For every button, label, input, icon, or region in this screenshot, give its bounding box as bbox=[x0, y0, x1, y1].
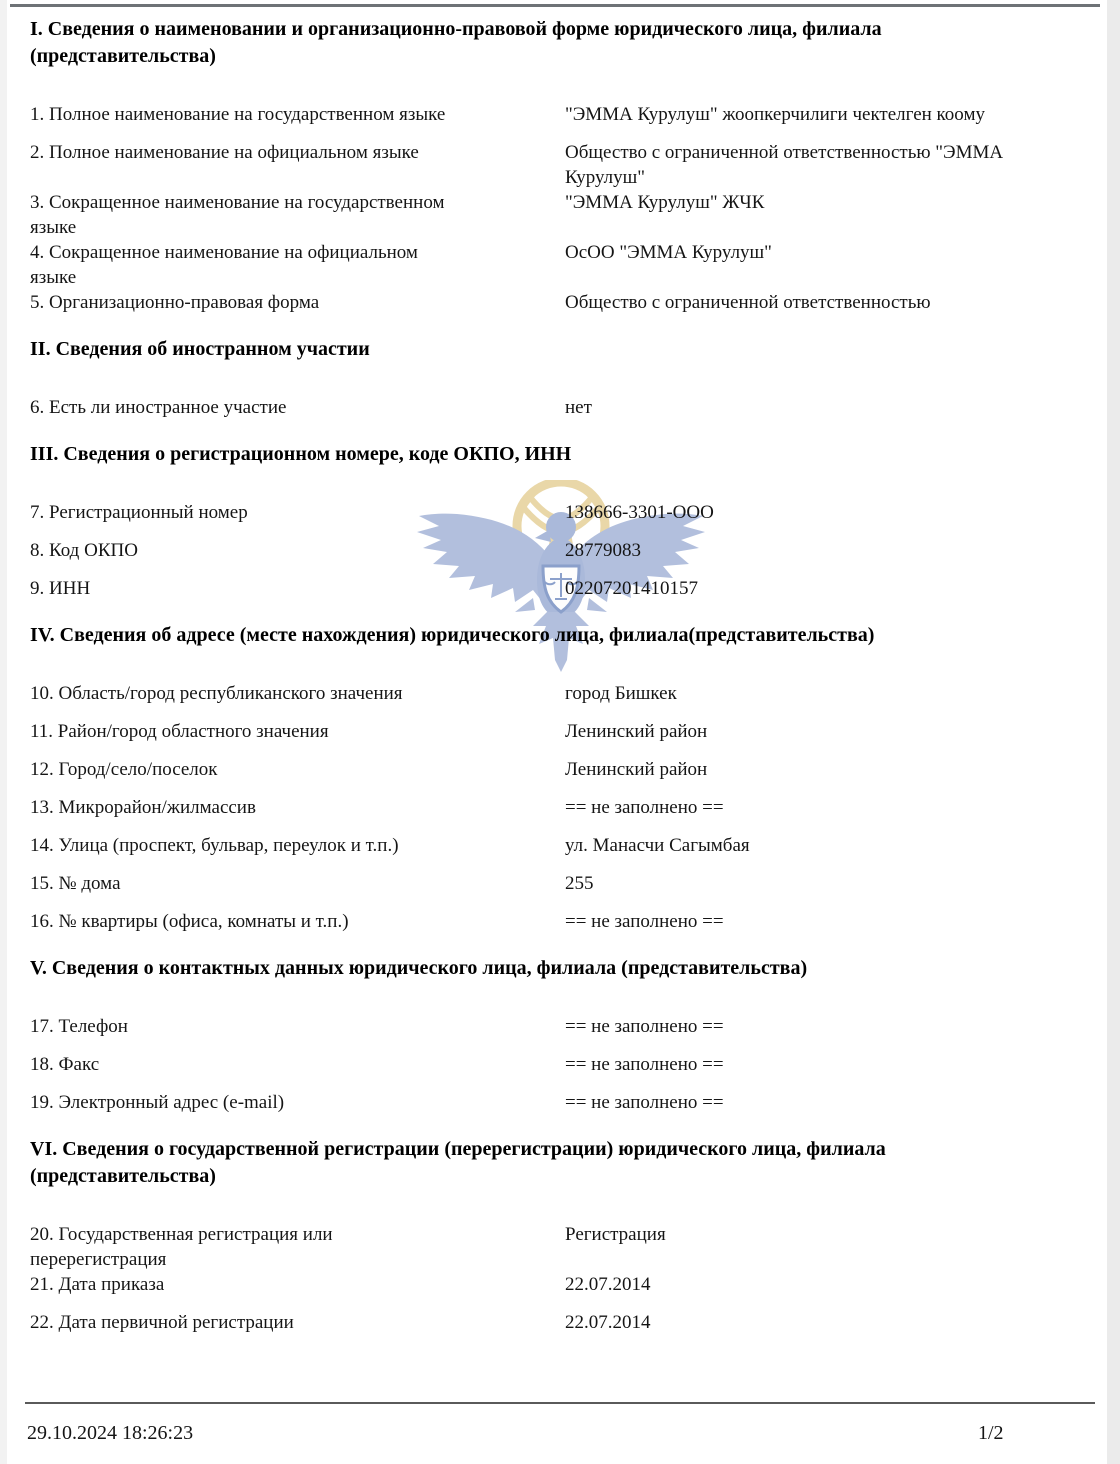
table-row bbox=[30, 681, 1092, 706]
footer-divider bbox=[25, 1402, 1095, 1404]
table-row bbox=[30, 395, 1092, 420]
field-value: Ленинский район bbox=[565, 759, 708, 780]
field-value: == не заполнено == bbox=[565, 1016, 724, 1037]
section-title-5: V. Сведения о контактных данных юридического лица, филиала (представительства) bbox=[30, 957, 808, 979]
table-row bbox=[30, 240, 1092, 290]
field-label: 22. Дата первичной регистрации bbox=[30, 1312, 294, 1333]
table-row bbox=[30, 1310, 1092, 1335]
field-value: 22.07.2014 bbox=[565, 1274, 651, 1295]
field-label: 17. Телефон bbox=[30, 1016, 128, 1037]
registry-extract-content bbox=[30, 0, 1092, 1348]
table-row bbox=[30, 719, 1092, 744]
field-value: Общество с ограниченной ответственностью "ЭММА Курулуш" bbox=[565, 142, 1004, 188]
table-row bbox=[30, 538, 1092, 563]
page-right-edge bbox=[1107, 0, 1120, 1464]
field-value: 22.07.2014 bbox=[565, 1312, 651, 1333]
field-label: 18. Факс bbox=[30, 1054, 100, 1075]
field-label: 16. № квартиры (офиса, комнаты и т.п.) bbox=[30, 911, 349, 932]
table-row bbox=[30, 1090, 1092, 1115]
field-label: 2. Полное наименование на официальном языке bbox=[30, 142, 419, 163]
field-label: 19. Электронный адрес (e-mail) bbox=[30, 1092, 285, 1113]
table-row bbox=[30, 140, 1092, 190]
section-title-4: IV. Сведения об адресе (месте нахождения) юридического лица, филиала(представительства) bbox=[30, 624, 875, 646]
table-row bbox=[30, 795, 1092, 820]
field-value: == не заполнено == bbox=[565, 1092, 724, 1113]
table-row bbox=[30, 102, 1092, 127]
table-row bbox=[30, 757, 1092, 782]
section-title-3: III. Сведения о регистрационном номере, коде ОКПО, ИНН bbox=[30, 443, 572, 465]
field-label: 5. Организационно-правовая форма bbox=[30, 292, 320, 313]
field-value: == не заполнено == bbox=[565, 911, 724, 932]
section-title-6: VI. Сведения о государственной регистрации (перерегистрации) юридического лица, филиала (представительства) bbox=[30, 1138, 886, 1187]
table-row bbox=[30, 1272, 1092, 1297]
table-row bbox=[30, 833, 1092, 858]
footer-page-indicator: 1/2 bbox=[978, 1422, 1004, 1444]
table-row bbox=[30, 909, 1092, 934]
field-label: 6. Есть ли иностранное участие bbox=[30, 397, 287, 418]
table-row bbox=[30, 871, 1092, 896]
field-value: Регистрация bbox=[565, 1224, 666, 1245]
field-value: 02207201410157 bbox=[565, 578, 698, 599]
table-row bbox=[30, 1222, 1092, 1272]
field-label: 14. Улица (проспект, бульвар, переулок и т.п.) bbox=[30, 835, 399, 856]
table-row bbox=[30, 500, 1092, 525]
section-title-1: I. Сведения о наименовании и организационно-правовой форме юридического лица, филиала (представительства) bbox=[30, 18, 882, 67]
field-label: 9. ИНН bbox=[30, 578, 91, 599]
table-row bbox=[30, 290, 1092, 315]
footer-timestamp: 29.10.2024 18:26:23 bbox=[27, 1422, 194, 1444]
field-label: 10. Область/город республиканского значения bbox=[30, 683, 403, 704]
section-title-2: II. Сведения об иностранном участии bbox=[30, 338, 370, 360]
table-row bbox=[30, 190, 1092, 240]
field-label: 1. Полное наименование на государственном языке bbox=[30, 104, 446, 125]
table-row bbox=[30, 1014, 1092, 1039]
field-label: 13. Микрорайон/жилмассив bbox=[30, 797, 256, 818]
field-label: 12. Город/село/поселок bbox=[30, 759, 218, 780]
field-label: 3. Сокращенное наименование на государственном языке bbox=[30, 192, 445, 238]
field-value: Ленинский район bbox=[565, 721, 708, 742]
table-row bbox=[30, 1052, 1092, 1077]
field-value: == не заполнено == bbox=[565, 1054, 724, 1075]
field-label: 21. Дата приказа bbox=[30, 1274, 165, 1295]
field-value: ул. Манасчи Сагымбая bbox=[565, 835, 750, 856]
field-value: == не заполнено == bbox=[565, 797, 724, 818]
field-value: ОсОО "ЭММА Курулуш" bbox=[565, 242, 772, 263]
field-label: 4. Сокращенное наименование на официальном языке bbox=[30, 242, 418, 288]
field-value: нет bbox=[565, 397, 592, 418]
page-left-edge bbox=[0, 0, 7, 1464]
field-label: 15. № дома bbox=[30, 873, 121, 894]
field-value: 138666-3301-ООО bbox=[565, 502, 714, 523]
field-label: 11. Район/город областного значения bbox=[30, 721, 329, 742]
table-row bbox=[30, 576, 1092, 601]
field-value: 28779083 bbox=[565, 540, 641, 561]
field-value: город Бишкек bbox=[565, 683, 677, 704]
field-value: "ЭММА Курулуш" ЖЧК bbox=[565, 192, 765, 213]
field-label: 7. Регистрационный номер bbox=[30, 502, 248, 523]
field-value: 255 bbox=[565, 873, 594, 894]
field-value: "ЭММА Курулуш" жоопкерчилиги чектелген коому bbox=[565, 104, 985, 125]
field-label: 20. Государственная регистрация или перерегистрация bbox=[30, 1224, 333, 1270]
field-value: Общество с ограниченной ответственностью bbox=[565, 292, 931, 313]
field-label: 8. Код ОКПО bbox=[30, 540, 138, 561]
